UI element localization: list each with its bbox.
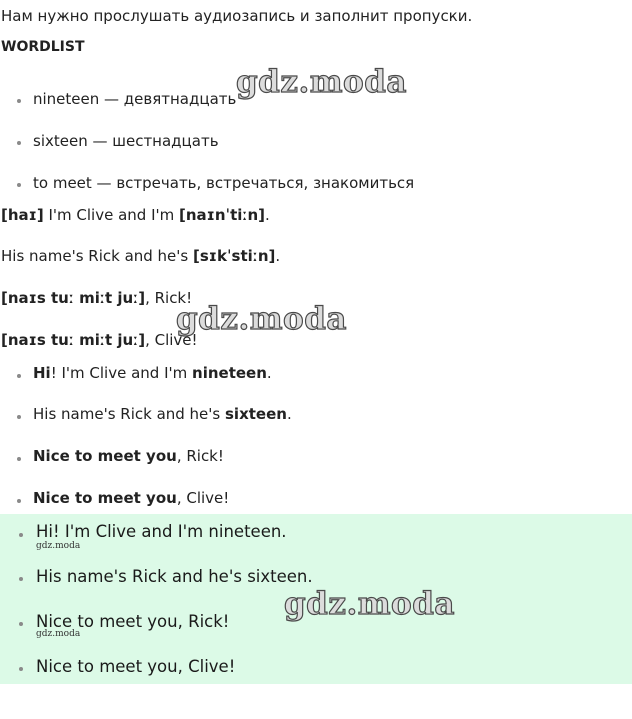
final-sentence: His name's Rick and he's sixteen.: [36, 567, 313, 586]
bullet-icon: [19, 667, 23, 671]
answer-item: His name's Rick and he's sixteen.: [33, 405, 292, 423]
transcript-line: [haɪ] I'm Clive and I'm [naɪnˈtiːn].: [1, 206, 270, 224]
bullet-icon: [19, 533, 23, 537]
phonetic: [naɪs tuː miːt juː]: [1, 331, 146, 349]
watermark-small: gdz.moda: [36, 541, 81, 551]
watermark-small: gdz.moda: [36, 629, 81, 639]
bullet-icon: [17, 99, 21, 103]
answer-item: Hi! I'm Clive and I'm nineteen.: [33, 364, 272, 382]
watermark-logo: gdz.moda: [284, 586, 455, 622]
final-sentence: Nice to meet you, Rick!: [36, 612, 230, 631]
bullet-icon: [17, 415, 21, 419]
answer-item: Nice to meet you, Clive!: [33, 489, 230, 507]
bullet-icon: [17, 457, 21, 461]
phonetic: [sɪkˈstiːn]: [193, 247, 276, 265]
phonetic: [naɪs tuː miːt juː]: [1, 289, 146, 307]
task-instruction: Нам нужно прослушать аудиозапись и заполнит пропуски.: [1, 7, 473, 25]
bullet-icon: [19, 577, 23, 581]
wordlist-item: sixteen — шестнадцать: [33, 132, 219, 150]
phonetic: [naɪnˈtiːn]: [179, 206, 266, 224]
answer-item: Nice to meet you, Rick!: [33, 447, 224, 465]
bullet-icon: [17, 183, 21, 187]
wordlist-item: to meet — встречать, встречаться, знакомиться: [33, 174, 415, 192]
bullet-icon: [17, 374, 21, 378]
wordlist-heading: WORDLIST: [1, 39, 85, 55]
final-sentence: Hi! I'm Clive and I'm nineteen.: [36, 522, 287, 541]
bullet-icon: [17, 141, 21, 145]
final-sentence: Nice to meet you, Clive!: [36, 657, 236, 676]
wordlist-item: nineteen — девятнадцать: [33, 90, 237, 108]
watermark-logo: gdz.moda: [236, 64, 407, 100]
bullet-icon: [19, 622, 23, 626]
transcript-line: [naɪs tuː miːt juː], Rick!: [1, 289, 193, 307]
transcript-line: [naɪs tuː miːt juː], Clive!: [1, 331, 198, 349]
phonetic: [haɪ]: [1, 206, 44, 224]
watermark-logo: gdz.moda: [176, 301, 347, 337]
transcript-line: His name's Rick and he's [sɪkˈstiːn].: [1, 247, 281, 265]
bullet-icon: [17, 499, 21, 503]
